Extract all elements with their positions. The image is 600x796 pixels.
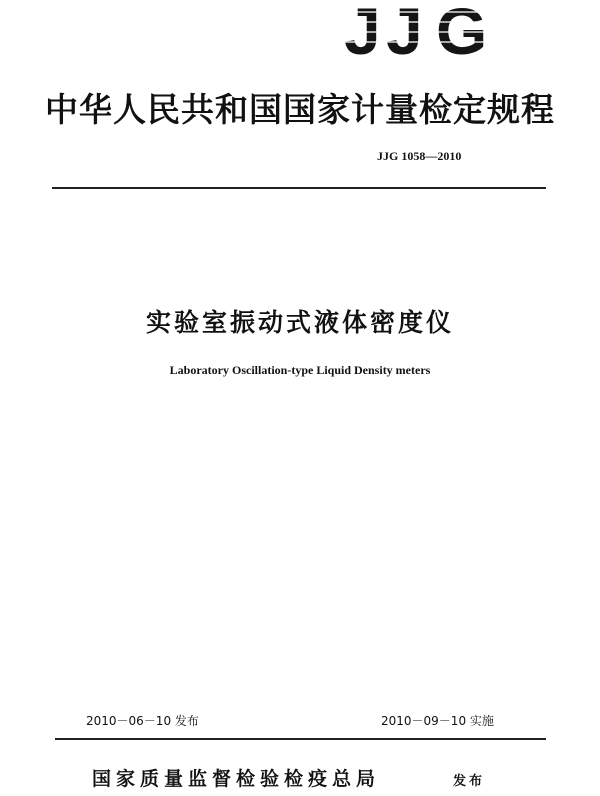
bottom-divider	[55, 738, 546, 740]
regulation-category-title: 中华人民共和国国家计量检定规程	[45, 90, 555, 129]
top-divider	[52, 187, 546, 189]
publish-label: 发布	[453, 774, 486, 789]
regulation-code: JJG 1058—2010	[377, 149, 462, 163]
issue-date: 2010－06－10 发布	[86, 714, 199, 728]
document-title-en: Laboratory Oscillation-type Liquid Density meters	[169, 363, 431, 377]
logo-letter-j2: J	[386, 0, 423, 58]
jjg-logo-graphic	[344, 0, 512, 58]
jjg-logo	[344, 0, 512, 58]
publisher-name: 国家质量监督检验检疫总局	[92, 768, 381, 790]
logo-letter-j1: J	[344, 0, 381, 58]
logo-letter-g: G	[436, 0, 488, 58]
implement-date: 2010－09－10 实施	[381, 714, 494, 728]
document-title-cn: 实验室振动式液体密度仪	[145, 308, 454, 337]
